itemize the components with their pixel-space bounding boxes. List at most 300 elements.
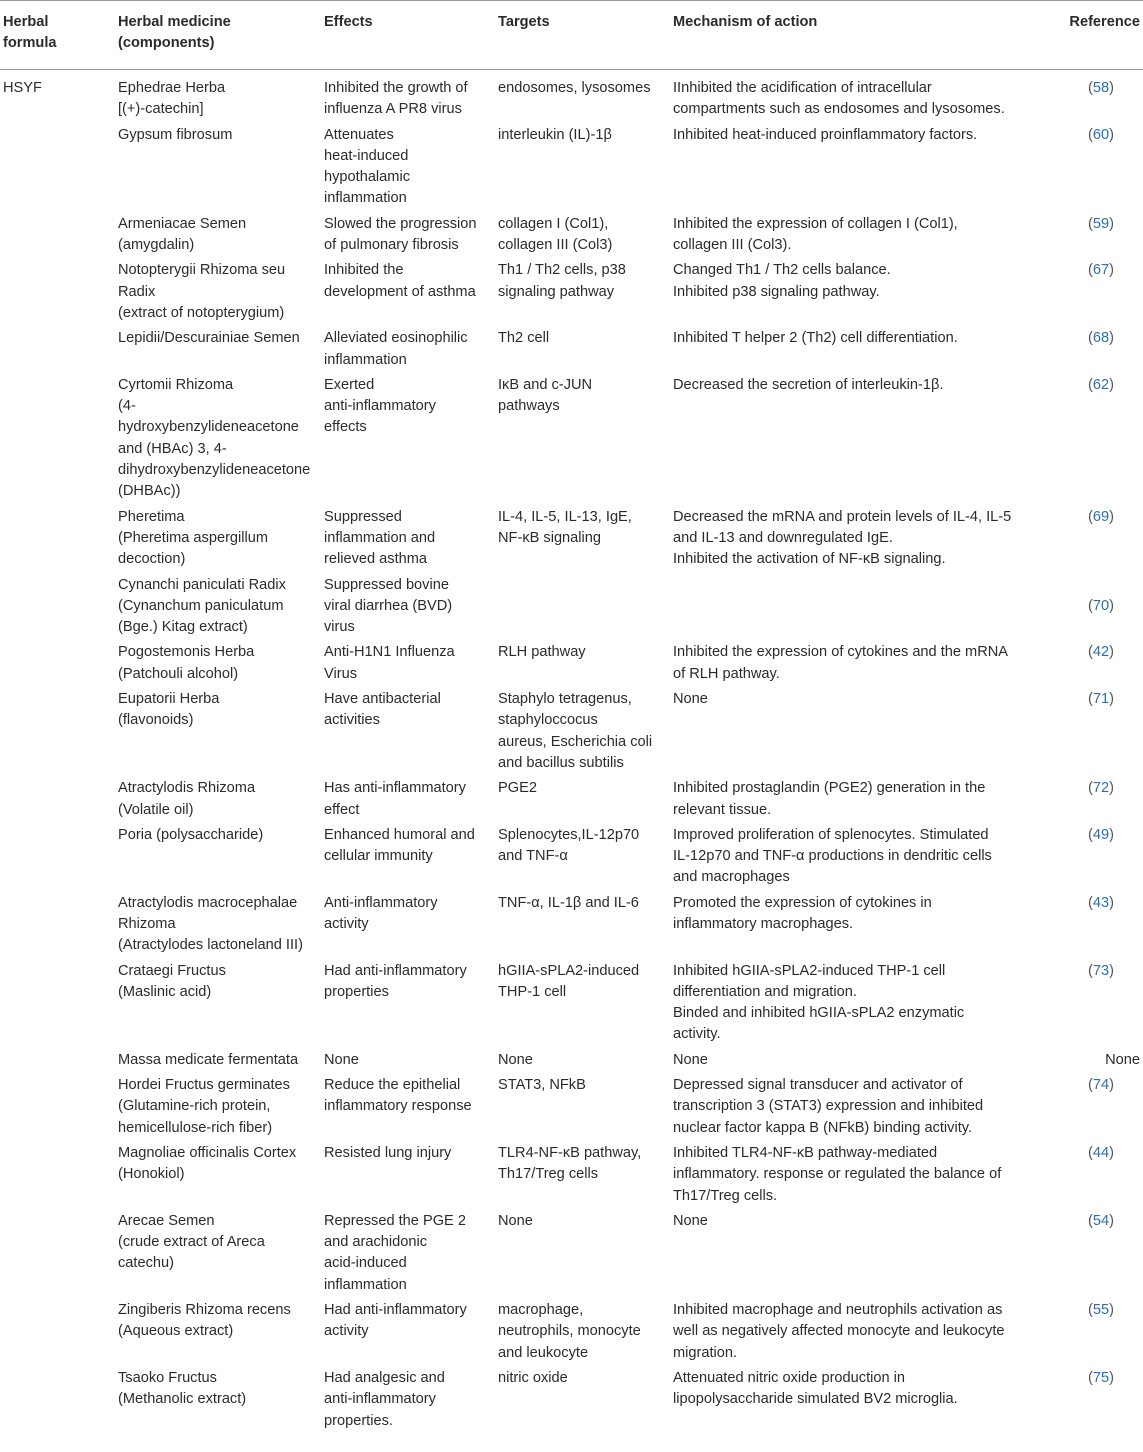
cell-medicine-line: (Patchouli alcohol)	[118, 665, 239, 682]
cell-mechanism-line: nuclear factor kappa B (NFkB) binding activity.	[673, 1119, 973, 1136]
cell-effects	[324, 214, 498, 261]
cell-mechanism	[673, 375, 1051, 507]
cell-medicine	[118, 1050, 324, 1075]
cell-targets	[498, 1211, 673, 1300]
cell-effects-line: hypothalamic	[324, 169, 410, 186]
reference-link[interactable]: 42	[1092, 644, 1110, 661]
cell-effects-line: development of asthma	[324, 283, 476, 300]
cell-effects-line: Resisted lung injury	[324, 1144, 452, 1161]
cell-medicine-line: Ephedrae Herba	[118, 80, 226, 96]
cell-targets	[498, 1368, 673, 1436]
cell-medicine-line: catechu)	[118, 1255, 174, 1272]
cell-targets-line: neutrophils, monocyte	[498, 1323, 641, 1340]
cell-medicine-line: Atractylodis Rhizoma	[118, 780, 256, 797]
cell-formula	[0, 642, 118, 689]
cell-effects-line: inflammation	[324, 1276, 407, 1293]
cell-medicine-line: (extract of notopterygium)	[118, 304, 285, 321]
cell-medicine-line: Gypsum fibrosum	[118, 126, 233, 143]
cell-formula	[0, 1143, 118, 1211]
cell-targets	[498, 1300, 673, 1368]
cell-effects	[324, 778, 498, 825]
cell-targets-line: None	[498, 1051, 533, 1068]
cell-medicine-line: (flavonoids)	[118, 712, 194, 729]
cell-effects	[324, 1300, 498, 1368]
cell-targets	[498, 961, 673, 1050]
cell-targets	[498, 575, 673, 643]
reference-link[interactable]: 75	[1092, 1369, 1110, 1386]
table-row	[0, 328, 1143, 375]
cell-formula	[0, 1211, 118, 1300]
header-formula-line: Herbal	[3, 14, 49, 30]
cell-medicine-line: (DHBAc))	[118, 483, 181, 500]
cell-medicine	[118, 125, 324, 214]
cell-targets	[498, 1050, 673, 1075]
cell-medicine-line: hemicellulose-rich fiber)	[118, 1119, 273, 1136]
cell-mechanism-line: Inhibited the activation of NF-κB signaling.	[673, 551, 946, 568]
cell-medicine-line: (Maslinic acid)	[118, 983, 212, 1000]
cell-effects	[324, 70, 498, 125]
cell-reference[interactable]: (59)	[1088, 215, 1114, 232]
cell-mechanism-line: and IL-13 and downregulated IgE.	[673, 529, 893, 546]
cell-reference[interactable]: (72)	[1088, 780, 1114, 797]
cell-effects-line: properties	[324, 983, 389, 1000]
header-effects: Effects	[324, 1, 498, 70]
cell-mechanism-line: of RLH pathway.	[673, 665, 780, 682]
cell-mechanism-line: compartments such as endosomes and lysosomes.	[673, 101, 1005, 118]
table-row	[0, 70, 1143, 125]
cell-medicine	[118, 1075, 324, 1143]
cell-mechanism-line: transcription 3 (STAT3) expression and inhibited	[673, 1098, 984, 1115]
cell-effects-line: inflammatory response	[324, 1098, 472, 1115]
cell-medicine-line: (amygdalin)	[118, 237, 195, 254]
header-reference: Reference	[1051, 1, 1143, 70]
cell-reference[interactable]: (43)	[1088, 894, 1114, 911]
header-row	[0, 1, 1143, 70]
cell-reference[interactable]: (67)	[1088, 262, 1114, 279]
cell-mechanism-line: IInhibited the acidification of intracellular	[673, 80, 932, 96]
cell-medicine	[118, 575, 324, 643]
reference-link[interactable]: 73	[1092, 962, 1110, 979]
table-row	[0, 642, 1143, 689]
cell-medicine-line: Crataegi Fructus	[118, 962, 226, 979]
cell-effects-line: Virus	[324, 665, 357, 682]
reference-link[interactable]: 67	[1092, 262, 1110, 279]
cell-mechanism	[673, 1300, 1051, 1368]
cell-mechanism-line: Attenuated nitric oxide production in	[673, 1369, 906, 1386]
cell-reference[interactable]: (60)	[1088, 126, 1114, 143]
cell-effects-line: Had anti-inflammatory	[324, 962, 467, 979]
reference-link[interactable]: 44	[1092, 1144, 1110, 1161]
cell-effects-line: virus	[324, 619, 355, 636]
cell-mechanism-line: well as negatively affected monocyte and leukocyte	[673, 1323, 1005, 1340]
cell-effects-line: Had anti-inflammatory	[324, 1302, 467, 1319]
cell-medicine	[118, 778, 324, 825]
cell-reference[interactable]: (73)	[1088, 962, 1114, 979]
cell-medicine-line: (Glutamine-rich protein,	[118, 1098, 271, 1115]
cell-targets	[498, 825, 673, 893]
cell-effects-line: Alleviated eosinophilic	[324, 330, 468, 347]
cell-medicine	[118, 893, 324, 961]
cell-mechanism-line: Inhibited T helper 2 (Th2) cell differentiation.	[673, 330, 958, 347]
table-row	[0, 375, 1143, 507]
table-row	[0, 125, 1143, 214]
cell-mechanism	[673, 642, 1051, 689]
cell-mechanism	[673, 1368, 1051, 1436]
cell-effects	[324, 328, 498, 375]
cell-effects-line: anti-inflammatory	[324, 398, 436, 415]
cell-reference[interactable]: (54)	[1088, 1212, 1114, 1229]
cell-effects-line: of pulmonary fibrosis	[324, 237, 459, 254]
cell-mechanism-line: Improved proliferation of splenocytes. Stimulated	[673, 826, 989, 843]
cell-medicine-line: Arecae Semen	[118, 1212, 215, 1229]
cell-effects-line: viral diarrhea (BVD)	[324, 597, 453, 614]
cell-formula	[0, 778, 118, 825]
cell-targets-line: IκB and c-JUN	[498, 376, 593, 393]
header-mechanism: Mechanism of action	[673, 1, 1051, 70]
cell-targets-line: Splenocytes,IL-12p70	[498, 826, 640, 843]
cell-medicine	[118, 689, 324, 778]
reference-link[interactable]: 70	[1092, 597, 1110, 614]
cell-targets	[498, 260, 673, 328]
cell-effects	[324, 689, 498, 778]
cell-targets	[498, 125, 673, 214]
cell-medicine-line: Tsaoko Fructus	[118, 1369, 217, 1386]
cell-targets-line: and bacillus subtilis	[498, 754, 624, 771]
cell-effects-line: activity	[324, 1323, 369, 1340]
cell-effects-line: relieved asthma	[324, 551, 428, 568]
cell-effects	[324, 1050, 498, 1075]
cell-medicine	[118, 214, 324, 261]
cell-mechanism	[673, 260, 1051, 328]
cell-targets-line: and TNF-α	[498, 848, 568, 865]
cell-medicine	[118, 328, 324, 375]
cell-effects	[324, 507, 498, 575]
header-formula	[0, 1, 118, 70]
cell-targets	[498, 328, 673, 375]
cell-effects-line: properties.	[324, 1412, 393, 1429]
cell-effects-line: Enhanced humoral and	[324, 826, 475, 843]
cell-mechanism-line: Inhibited the expression of cytokines and the mRNA	[673, 644, 1009, 661]
cell-effects-line: cellular immunity	[324, 848, 433, 865]
cell-medicine-line: [(+)-catechin]	[118, 101, 204, 118]
cell-mechanism-line: lipopolysaccharide simulated BV2 microglia.	[673, 1391, 958, 1408]
cell-mechanism	[673, 893, 1051, 961]
cell-effects-line: inflammation and	[324, 529, 436, 546]
cell-mechanism-line: Depressed signal transducer and activator of	[673, 1077, 963, 1094]
cell-mechanism-line: Inhibited hGIIA-sPLA2-induced THP-1 cell	[673, 962, 946, 979]
cell-targets-line: pathways	[498, 398, 560, 415]
cell-medicine	[118, 825, 324, 893]
cell-medicine	[118, 961, 324, 1050]
cell-medicine	[118, 1211, 324, 1300]
cell-formula: HSYF	[3, 80, 42, 96]
reference-link[interactable]: 58	[1092, 80, 1110, 96]
header-medicine	[118, 1, 324, 70]
cell-effects-line: heat-induced	[324, 147, 409, 164]
cell-targets-line: None	[498, 1212, 533, 1229]
cell-reference[interactable]: (62)	[1088, 376, 1114, 393]
cell-mechanism-line: differentiation and migration.	[673, 983, 857, 1000]
table-row	[0, 961, 1143, 1050]
cell-targets-line: signaling pathway	[498, 283, 615, 300]
reference-link[interactable]: 54	[1092, 1212, 1110, 1229]
reference-link[interactable]: 59	[1092, 215, 1110, 232]
cell-effects-line: Suppressed bovine	[324, 576, 449, 593]
cell-medicine-line: Magnoliae officinalis Cortex	[118, 1144, 297, 1161]
cell-medicine	[118, 70, 324, 125]
cell-effects-line: effects	[324, 419, 367, 436]
cell-mechanism-line: Inhibited TLR4-NF-κB pathway-mediated	[673, 1144, 938, 1161]
cell-mechanism-line: Inhibited prostaglandin (PGE2) generation in the	[673, 780, 986, 797]
cell-formula	[0, 961, 118, 1050]
reference-link[interactable]: 71	[1092, 691, 1110, 708]
table-row	[0, 260, 1143, 328]
cell-targets-line: Th17/Treg cells	[498, 1166, 599, 1183]
cell-mechanism-line: Inhibited p38 signaling pathway.	[673, 283, 880, 300]
cell-medicine-line: Armeniacae Semen	[118, 215, 247, 232]
cell-targets-line: Staphylo tetragenus,	[498, 691, 632, 708]
cell-medicine	[118, 260, 324, 328]
cell-targets	[498, 70, 673, 125]
reference-link[interactable]: 68	[1092, 330, 1110, 347]
cell-targets-line: PGE2	[498, 780, 537, 797]
cell-reference[interactable]: (71)	[1088, 691, 1114, 708]
cell-targets-line: aureus, Escherichia coli	[498, 733, 653, 750]
cell-mechanism-line: Inhibited macrophage and neutrophils activation as	[673, 1302, 1003, 1319]
cell-effects	[324, 1211, 498, 1300]
cell-effects-line: and arachidonic	[324, 1234, 428, 1251]
cell-reference[interactable]: (42)	[1088, 644, 1114, 661]
cell-reference[interactable]: (69)	[1088, 508, 1114, 525]
cell-medicine-line: dihydroxybenzylideneacetone	[118, 462, 311, 479]
cell-medicine-line: (Bge.) Kitag extract)	[118, 619, 248, 636]
cell-medicine	[118, 1368, 324, 1436]
table-row	[0, 575, 1143, 643]
cell-mechanism	[673, 1211, 1051, 1300]
cell-mechanism-line: relevant tissue.	[673, 801, 772, 818]
cell-medicine-line: decoction)	[118, 551, 186, 568]
cell-mechanism	[673, 70, 1051, 125]
cell-medicine-line: Massa medicate fermentata	[118, 1051, 299, 1068]
cell-mechanism-line: None	[673, 1212, 708, 1229]
cell-formula	[0, 328, 118, 375]
cell-reference[interactable]: (44)	[1088, 1144, 1114, 1161]
reference-link[interactable]: 60	[1092, 126, 1110, 143]
cell-medicine-line: (Aqueous extract)	[118, 1323, 234, 1340]
cell-mechanism-line: Binded and inhibited hGIIA-sPLA2 enzymatic	[673, 1005, 965, 1022]
cell-effects-line: Exerted	[324, 376, 375, 393]
cell-medicine-line: Atractylodis macrocephalae	[118, 894, 298, 911]
cell-formula	[0, 575, 118, 643]
cell-mechanism	[673, 1075, 1051, 1143]
cell-effects-line: Repressed the PGE 2	[324, 1212, 466, 1229]
cell-reference[interactable]: (49)	[1088, 826, 1114, 843]
cell-effects-line: activities	[324, 712, 380, 729]
cell-mechanism-line: activity.	[673, 1026, 721, 1043]
cell-targets-line: nitric oxide	[498, 1369, 568, 1386]
cell-mechanism	[673, 328, 1051, 375]
cell-medicine-line: Rhizoma	[118, 915, 176, 932]
header-medicine-line: (components)	[118, 35, 215, 52]
cell-effects	[324, 575, 498, 643]
cell-targets-line: TLR4-NF-κB pathway,	[498, 1144, 642, 1161]
cell-effects	[324, 260, 498, 328]
cell-reference[interactable]: (74)	[1088, 1077, 1114, 1094]
cell-formula	[0, 375, 118, 507]
table-row	[0, 1075, 1143, 1143]
cell-medicine-line: (Pheretima aspergillum	[118, 529, 269, 546]
table-row	[0, 1300, 1143, 1368]
cell-medicine-line: (Methanolic extract)	[118, 1391, 247, 1408]
cell-effects-line: Inhibited the growth of	[324, 80, 468, 96]
table-body	[0, 70, 1143, 1436]
cell-effects-line: Reduce the epithelial	[324, 1077, 461, 1094]
cell-targets	[498, 689, 673, 778]
cell-effects	[324, 961, 498, 1050]
cell-mechanism	[673, 1050, 1051, 1075]
reference-link[interactable]: 55	[1092, 1302, 1110, 1319]
reference-link[interactable]: 74	[1092, 1077, 1110, 1094]
cell-mechanism-line: Th17/Treg cells.	[673, 1187, 778, 1204]
cell-effects	[324, 1075, 498, 1143]
cell-mechanism-line: inflammatory macrophages.	[673, 915, 854, 932]
cell-mechanism-line: None	[673, 1051, 708, 1068]
cell-mechanism-line: and macrophages	[673, 869, 790, 886]
cell-formula	[0, 1368, 118, 1436]
table-row	[0, 778, 1143, 825]
cell-effects-line: Have antibacterial	[324, 691, 441, 708]
cell-reference[interactable]: (70)	[1088, 597, 1114, 614]
cell-targets-line: THP-1 cell	[498, 983, 567, 1000]
cell-targets	[498, 1143, 673, 1211]
cell-effects	[324, 642, 498, 689]
cell-effects-line: anti-inflammatory	[324, 1391, 436, 1408]
cell-medicine-line: Zingiberis Rhizoma recens	[118, 1302, 291, 1319]
cell-targets	[498, 778, 673, 825]
cell-effects-line: acid-induced	[324, 1255, 407, 1272]
cell-medicine-line: and (HBAc) 3, 4-	[118, 440, 227, 457]
cell-targets	[498, 893, 673, 961]
cell-effects	[324, 1143, 498, 1211]
reference-link[interactable]: 69	[1092, 508, 1110, 525]
cell-targets-line: interleukin (IL)-1β	[498, 126, 612, 143]
cell-targets-line: NF-κB signaling	[498, 529, 602, 546]
cell-mechanism	[673, 1143, 1051, 1211]
cell-targets	[498, 507, 673, 575]
table-row	[0, 507, 1143, 575]
cell-formula	[0, 214, 118, 261]
cell-formula	[0, 507, 118, 575]
header-formula-line: formula	[3, 35, 57, 52]
reference-link[interactable]: 62	[1092, 376, 1110, 393]
cell-effects-line: Had analgesic and	[324, 1369, 445, 1386]
cell-medicine-line: Eupatorii Herba	[118, 691, 220, 708]
cell-mechanism	[673, 575, 1051, 643]
cell-medicine-line: Cynanchi paniculati Radix	[118, 576, 286, 593]
table-row	[0, 214, 1143, 261]
cell-formula	[0, 689, 118, 778]
cell-medicine-line: (Volatile oil)	[118, 801, 194, 818]
cell-medicine-line: (Cynanchum paniculatum	[118, 597, 284, 614]
cell-mechanism-line: Decreased the secretion of interleukin-1β.	[673, 376, 944, 393]
cell-mechanism-line: Decreased the mRNA and protein levels of IL-4, IL-5	[673, 508, 1012, 525]
cell-effects-line: influenza A PR8 virus	[324, 101, 462, 118]
cell-effects-line: Slowed the progression	[324, 215, 477, 232]
cell-mechanism-line: Inhibited the expression of collagen I (Col1),	[673, 215, 958, 232]
cell-medicine	[118, 1300, 324, 1368]
cell-targets-line: endosomes, lysosomes	[498, 80, 651, 96]
cell-targets	[498, 1075, 673, 1143]
cell-mechanism-line: collagen III (Col3).	[673, 237, 792, 254]
cell-mechanism	[673, 214, 1051, 261]
cell-medicine-line: (crude extract of Areca	[118, 1234, 265, 1251]
cell-effects-line: Suppressed	[324, 508, 402, 525]
cell-effects	[324, 1368, 498, 1436]
reference-link[interactable]: 72	[1092, 780, 1110, 797]
table-row	[0, 1368, 1143, 1436]
table-row	[0, 825, 1143, 893]
cell-targets-line: macrophage,	[498, 1302, 584, 1319]
cell-medicine	[118, 642, 324, 689]
cell-mechanism	[673, 689, 1051, 778]
reference-link[interactable]: 43	[1092, 894, 1110, 911]
cell-effects-line: Inhibited the	[324, 262, 404, 279]
cell-mechanism-line: migration.	[673, 1344, 738, 1361]
cell-reference[interactable]: (55)	[1088, 1302, 1114, 1319]
cell-reference: None	[1105, 1051, 1140, 1068]
cell-effects-line: inflammation	[324, 351, 407, 368]
cell-targets-line: hGIIA-sPLA2-induced	[498, 962, 640, 979]
cell-mechanism-line: IL-12p70 and TNF-α productions in dendritic cells	[673, 848, 992, 865]
cell-medicine-line: Cyrtomii Rhizoma	[118, 376, 234, 393]
cell-mechanism	[673, 778, 1051, 825]
cell-reference[interactable]: (68)	[1088, 330, 1114, 347]
reference-link[interactable]: 49	[1092, 826, 1110, 843]
cell-mechanism-line: inflammatory. response or regulated the balance of	[673, 1166, 1002, 1183]
cell-effects-line: Anti-H1N1 Influenza	[324, 644, 455, 661]
cell-targets-line: RLH pathway	[498, 644, 586, 661]
table-row	[0, 1143, 1143, 1211]
cell-reference[interactable]: (75)	[1088, 1369, 1114, 1386]
cell-medicine	[118, 507, 324, 575]
cell-effects	[324, 893, 498, 961]
cell-formula	[0, 1300, 118, 1368]
cell-formula	[0, 1075, 118, 1143]
cell-targets-line: TNF-α, IL-1β and IL-6	[498, 894, 639, 911]
cell-mechanism-line: Changed Th1 / Th2 cells balance.	[673, 262, 891, 279]
cell-medicine-line: (Atractylodes lactoneland III)	[118, 937, 303, 954]
cell-reference[interactable]: (58)	[1088, 80, 1114, 96]
cell-formula	[0, 125, 118, 214]
cell-effects-line: effect	[324, 801, 360, 818]
cell-effects-line: Has anti-inflammatory	[324, 780, 466, 797]
cell-medicine-line: Lepidii/Descurainiae Semen	[118, 330, 300, 347]
cell-medicine	[118, 375, 324, 507]
cell-targets	[498, 642, 673, 689]
cell-medicine-line: (Honokiol)	[118, 1166, 185, 1183]
cell-formula	[0, 893, 118, 961]
cell-targets-line: STAT3, NFkB	[498, 1077, 586, 1094]
header-medicine-line: Herbal medicine	[118, 14, 231, 30]
cell-effects-line: inflammation	[324, 190, 407, 207]
cell-medicine-line: Pogostemonis Herba	[118, 644, 255, 661]
table-row	[0, 1050, 1143, 1075]
cell-mechanism-line: Promoted the expression of cytokines in	[673, 894, 932, 911]
cell-mechanism	[673, 125, 1051, 214]
cell-medicine-line: hydroxybenzylideneacetone	[118, 419, 299, 436]
table-row	[0, 1211, 1143, 1300]
cell-mechanism-line: None	[673, 691, 708, 708]
